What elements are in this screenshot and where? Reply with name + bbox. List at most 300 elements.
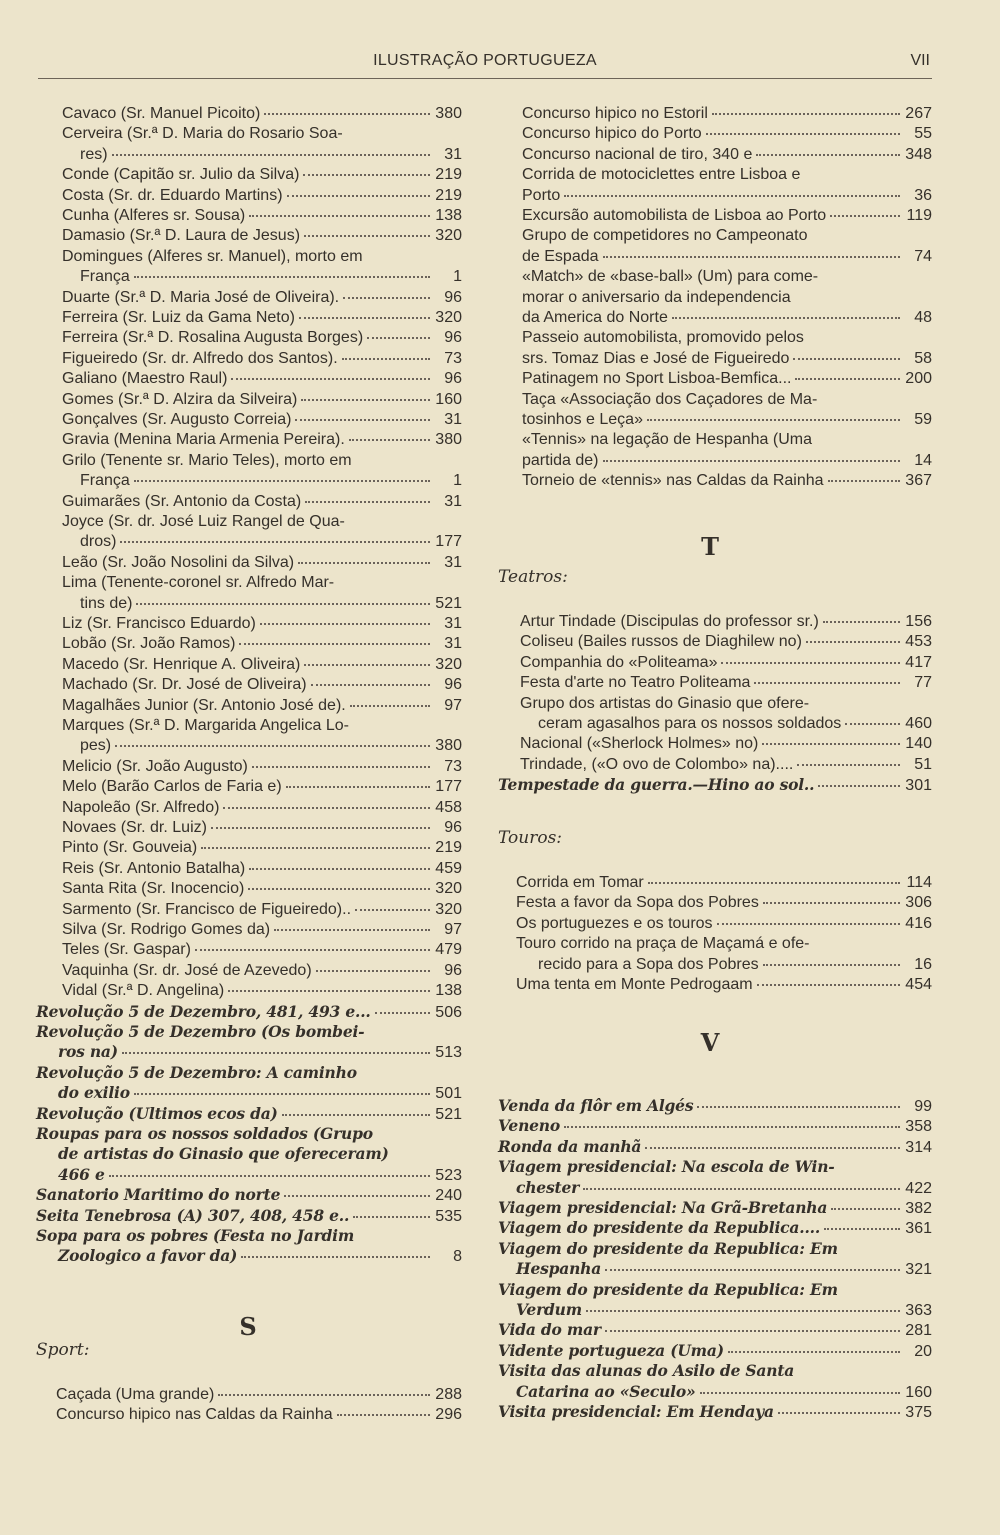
index-entry bbox=[498, 1157, 932, 1177]
entry-text: Vidal (Sr.ª D. Angelina) bbox=[62, 982, 225, 1000]
dot-leader bbox=[795, 377, 900, 380]
index-entry bbox=[80, 594, 462, 614]
entry-page-number: 96 bbox=[444, 370, 462, 388]
entry-text: Santa Rita (Sr. Inocencio) bbox=[62, 880, 245, 898]
entry-text: Napoleão (Sr. Alfredo) bbox=[62, 798, 220, 816]
entry-page-number: 320 bbox=[435, 880, 462, 898]
index-entry bbox=[62, 879, 462, 899]
entry-page-number: 20 bbox=[914, 1342, 932, 1360]
entry-text: Catarina ao «Seculo» bbox=[516, 1381, 696, 1401]
dot-leader bbox=[700, 1391, 901, 1394]
entry-text: de Espada bbox=[522, 247, 599, 265]
dot-leader bbox=[828, 479, 900, 482]
entry-text: Sarmento (Sr. Francisco de Figueiredo).. bbox=[62, 900, 352, 918]
dot-leader bbox=[697, 1105, 900, 1108]
entry-text: Ferreira (Sr.ª D. Rosalina Augusta Borges) bbox=[62, 329, 364, 347]
index-entry bbox=[58, 1246, 462, 1267]
entry-page-number: 320 bbox=[435, 655, 462, 673]
index-entry bbox=[522, 124, 932, 144]
entry-text: Duarte (Sr.ª D. Maria José de Oliveira). bbox=[62, 288, 340, 306]
entry-page-number: 219 bbox=[435, 186, 462, 204]
entry-text: Silva (Sr. Rodrigo Gomes da) bbox=[62, 921, 271, 938]
entry-text: Reis (Sr. Antonio Batalha) bbox=[62, 859, 246, 877]
index-entry bbox=[498, 1198, 932, 1219]
entry-text: Figueiredo (Sr. dr. Alfredo dos Santos). bbox=[62, 349, 338, 367]
index-entry bbox=[62, 981, 462, 1001]
dot-leader bbox=[564, 194, 900, 197]
entry-text: Damasio (Sr.ª D. Laura de Jesus) bbox=[62, 227, 301, 245]
entry-text: morar o aniversario da independencia bbox=[522, 288, 791, 306]
entry-page-number: 375 bbox=[905, 1404, 932, 1421]
index-entry bbox=[62, 410, 462, 430]
index-entry bbox=[58, 1144, 462, 1164]
entry-text: Vidente portugueza (Uma) bbox=[498, 1340, 724, 1360]
entry-text: Lobão (Sr. João Ramos) bbox=[62, 635, 236, 653]
entry-text: Concurso hipico do Porto bbox=[522, 125, 702, 143]
index-entry bbox=[522, 165, 932, 185]
entry-text: Venda da flôr em Algés bbox=[498, 1096, 694, 1115]
index-entry bbox=[498, 1239, 932, 1259]
entry-text: recido para a Sopa dos Pobres bbox=[538, 955, 759, 973]
dot-leader bbox=[721, 661, 900, 664]
index-entry bbox=[80, 471, 462, 491]
entry-page-number: 416 bbox=[905, 914, 932, 932]
entry-page-number: 380 bbox=[435, 737, 462, 755]
index-entry bbox=[62, 369, 462, 389]
entry-page-number: 521 bbox=[435, 594, 462, 612]
entry-text: Grilo (Tenente sr. Mario Teles), morto em bbox=[62, 451, 352, 469]
entry-text: Revolução 5 de Dezembro (Os bombei- bbox=[36, 1022, 365, 1041]
entry-text: Touro corrido na praça de Maçamá e ofe- bbox=[516, 935, 810, 953]
index-entry bbox=[58, 1165, 462, 1186]
index-entry bbox=[516, 893, 932, 913]
index-entry bbox=[522, 145, 932, 165]
dot-leader bbox=[239, 642, 430, 645]
entry-page-number: 460 bbox=[905, 715, 932, 732]
entry-page-number: 382 bbox=[905, 1200, 932, 1217]
index-entry bbox=[516, 1300, 932, 1321]
index-entry bbox=[36, 1206, 462, 1227]
dot-leader bbox=[252, 765, 430, 768]
index-entry bbox=[62, 430, 462, 450]
entry-text: Caçada (Uma grande) bbox=[56, 1386, 215, 1403]
dot-leader bbox=[231, 377, 430, 380]
dot-leader bbox=[343, 296, 430, 299]
dot-leader bbox=[248, 887, 430, 890]
index-entry bbox=[522, 267, 932, 287]
section-letter-v: V bbox=[700, 1028, 720, 1057]
entry-text: da America do Norte bbox=[522, 309, 668, 326]
index-entry bbox=[498, 1361, 932, 1381]
entry-text: Melicio (Sr. João Augusto) bbox=[62, 757, 248, 775]
entry-page-number: 240 bbox=[435, 1187, 462, 1205]
index-entry bbox=[498, 1280, 932, 1300]
entry-page-number: 177 bbox=[435, 778, 462, 796]
entry-page-number: 320 bbox=[435, 900, 462, 918]
entry-text: Torneio de «tennis» nas Caldas da Rainha bbox=[522, 472, 824, 490]
entry-text: Concurso nacional de tiro, 340 e bbox=[522, 145, 753, 163]
index-entry bbox=[56, 1405, 462, 1425]
index-entry bbox=[80, 736, 462, 756]
index-entry bbox=[516, 1259, 932, 1280]
entry-page-number: 97 bbox=[444, 696, 462, 714]
dot-leader bbox=[274, 928, 430, 931]
entry-page-number: 36 bbox=[914, 186, 932, 204]
index-entry bbox=[62, 390, 462, 410]
entry-text: Viagem do presidente da Republica: Em bbox=[498, 1279, 838, 1299]
entry-text: Guimarães (Sr. Antonio da Costa) bbox=[62, 492, 302, 510]
index-entry bbox=[62, 655, 462, 675]
dot-leader bbox=[122, 1051, 430, 1054]
entry-text: tins de) bbox=[80, 594, 133, 612]
index-entry bbox=[498, 1218, 932, 1239]
entry-text: ceram agasalhos para os nossos soldados bbox=[538, 715, 842, 732]
entry-text: Ronda da manhã bbox=[498, 1136, 642, 1156]
entry-text: Os portuguezes e os touros bbox=[516, 914, 713, 932]
dot-leader bbox=[304, 663, 430, 666]
entry-text: Hespanha bbox=[516, 1259, 602, 1279]
index-entry bbox=[62, 492, 462, 512]
entry-text: Cerveira (Sr.ª D. Maria do Rosario Soa- bbox=[62, 125, 343, 143]
index-entry bbox=[498, 1341, 932, 1362]
index-entry bbox=[522, 206, 932, 226]
entry-text: Artur Tindade (Discipulas do professor sr.) bbox=[520, 613, 819, 630]
entry-text: Teles (Sr. Gaspar) bbox=[62, 941, 191, 959]
entry-page-number: 96 bbox=[444, 961, 462, 979]
entry-page-number: 96 bbox=[444, 288, 462, 306]
dot-leader bbox=[645, 1146, 900, 1149]
entry-text: Conde (Capitão sr. Julio da Silva) bbox=[62, 166, 300, 184]
index-entry bbox=[36, 1185, 462, 1206]
dot-leader bbox=[778, 1411, 900, 1414]
index-entry bbox=[522, 410, 932, 430]
entry-text: 466 e bbox=[58, 1164, 105, 1184]
entry-page-number: 417 bbox=[905, 653, 932, 671]
dot-leader bbox=[134, 275, 430, 278]
entry-text: Passeio automobilista, promovido pelos bbox=[522, 329, 804, 347]
entry-page-number: 523 bbox=[435, 1166, 462, 1184]
dot-leader bbox=[349, 438, 430, 441]
dot-leader bbox=[824, 1227, 900, 1230]
section-letter-t: T bbox=[701, 532, 719, 561]
index-entry bbox=[36, 1226, 462, 1246]
index-entry bbox=[62, 328, 462, 348]
entry-page-number: 31 bbox=[444, 635, 462, 653]
dot-leader bbox=[648, 881, 900, 884]
entry-text: Leão (Sr. João Nosolini da Silva) bbox=[62, 553, 295, 571]
index-entry bbox=[62, 247, 462, 267]
entry-page-number: 281 bbox=[905, 1322, 932, 1340]
entry-text: Grupo dos artistas do Ginasio que ofere- bbox=[520, 694, 810, 712]
entry-page-number: 73 bbox=[444, 757, 462, 775]
index-entry bbox=[522, 451, 932, 471]
magazine-title: ILUSTRAÇÃO PORTUGUEZA bbox=[373, 52, 597, 69]
entry-text: Melo (Barão Carlos de Faria e) bbox=[62, 778, 282, 796]
entry-page-number: 31 bbox=[444, 411, 462, 428]
page-header bbox=[38, 52, 932, 79]
entry-text: dros) bbox=[80, 533, 117, 551]
entry-text: Veneno bbox=[498, 1116, 561, 1136]
dot-leader bbox=[712, 112, 900, 115]
dot-leader bbox=[350, 704, 430, 707]
entry-text: Trindade, («O ovo de Colombo» na).... bbox=[520, 755, 794, 773]
entry-page-number: 77 bbox=[914, 674, 932, 692]
entry-page-number: 73 bbox=[444, 349, 462, 367]
dot-leader bbox=[367, 336, 430, 339]
index-entry bbox=[522, 471, 932, 491]
dot-leader bbox=[201, 846, 430, 849]
entry-page-number: 119 bbox=[906, 207, 932, 224]
dot-leader bbox=[845, 722, 900, 725]
index-entry bbox=[62, 206, 462, 226]
entry-page-number: 367 bbox=[905, 472, 932, 490]
entry-text: partida de) bbox=[522, 451, 599, 469]
entry-text: Sanatorio Maritimo do norte bbox=[36, 1185, 281, 1205]
entry-text: Festa d'arte no Teatro Politeama bbox=[520, 674, 751, 692]
entry-text: de artistas do Ginasio que ofereceram) bbox=[58, 1144, 389, 1164]
entry-page-number: 96 bbox=[444, 329, 462, 347]
entry-text: Pinto (Sr. Gouveia) bbox=[62, 839, 198, 857]
dot-leader bbox=[763, 901, 900, 904]
dot-leader bbox=[311, 683, 430, 686]
entry-page-number: 156 bbox=[905, 613, 932, 630]
index-entry bbox=[520, 653, 932, 673]
entry-text: Coliseu (Bailes russos de Diaghilew no) bbox=[520, 633, 802, 651]
entry-page-number: 521 bbox=[435, 1105, 462, 1123]
index-entry bbox=[62, 818, 462, 838]
entry-page-number: 301 bbox=[905, 777, 932, 795]
index-entry bbox=[498, 775, 932, 796]
dot-leader bbox=[112, 153, 430, 156]
index-entry bbox=[62, 777, 462, 797]
entry-page-number: 454 bbox=[905, 976, 932, 993]
entry-text: Macedo (Sr. Henrique A. Oliveira) bbox=[62, 655, 301, 673]
entry-text: Gravia (Menina Maria Armenia Pereira). bbox=[62, 431, 345, 449]
dot-leader bbox=[303, 173, 430, 176]
dot-leader bbox=[249, 214, 430, 217]
entry-text: Corrida em Tomar bbox=[516, 874, 644, 891]
index-entry bbox=[522, 328, 932, 348]
index-entry bbox=[520, 632, 932, 652]
dot-leader bbox=[603, 255, 900, 258]
dot-leader bbox=[564, 1125, 900, 1128]
section-letter-s: S bbox=[239, 1312, 257, 1341]
entry-page-number: 160 bbox=[905, 1383, 932, 1401]
entry-text: Porto bbox=[522, 186, 561, 204]
index-entry bbox=[58, 1042, 462, 1063]
entry-page-number: 267 bbox=[905, 105, 932, 122]
entry-text: chester bbox=[516, 1177, 580, 1197]
dot-leader bbox=[728, 1350, 900, 1353]
index-entry bbox=[516, 873, 932, 893]
entry-page-number: 535 bbox=[435, 1207, 462, 1225]
dot-leader bbox=[375, 1011, 430, 1014]
entry-text: Nacional («Sherlock Holmes» no) bbox=[520, 735, 759, 753]
dot-leader bbox=[672, 316, 900, 319]
index-entry bbox=[522, 104, 932, 124]
entry-page-number: 200 bbox=[905, 370, 932, 388]
dot-leader bbox=[337, 1413, 430, 1416]
entry-text: Viagem do presidente da Republica.... bbox=[498, 1218, 821, 1238]
index-entry bbox=[36, 1124, 462, 1144]
entry-page-number: 320 bbox=[435, 309, 462, 326]
index-entry bbox=[62, 920, 462, 940]
entry-text: Novaes (Sr. dr. Luiz) bbox=[62, 819, 207, 836]
entry-text: Grupo de competidores no Campeonato bbox=[522, 227, 808, 245]
entry-text: França bbox=[80, 268, 130, 286]
entry-text: Ferreira (Sr. Luiz da Gama Neto) bbox=[62, 309, 295, 326]
index-entry bbox=[62, 634, 462, 654]
index-entry bbox=[522, 186, 932, 206]
entry-text: Roupas para os nossos soldados (Grupo bbox=[36, 1124, 373, 1143]
entry-text: Zoologico a favor da) bbox=[58, 1246, 238, 1266]
index-entry bbox=[62, 961, 462, 981]
dot-leader bbox=[583, 1187, 900, 1190]
entry-page-number: 31 bbox=[444, 553, 462, 571]
index-entry bbox=[62, 940, 462, 960]
entry-page-number: 501 bbox=[435, 1085, 462, 1103]
dot-leader bbox=[195, 948, 430, 951]
dot-leader bbox=[797, 763, 900, 766]
entry-page-number: 459 bbox=[435, 859, 462, 877]
index-entry bbox=[62, 308, 462, 328]
entry-page-number: 314 bbox=[905, 1138, 932, 1156]
index-entry bbox=[62, 451, 462, 471]
entry-text: «Tennis» na legação de Hespanha (Uma bbox=[522, 431, 812, 449]
entry-text: «Match» de «base-ball» (Um) para come- bbox=[522, 268, 819, 286]
entry-page-number: 296 bbox=[435, 1406, 462, 1424]
index-entry bbox=[498, 1320, 932, 1341]
entry-text: Concurso hipico no Estoril bbox=[522, 105, 708, 122]
index-entry bbox=[62, 349, 462, 369]
dot-leader bbox=[136, 602, 430, 605]
index-entry bbox=[62, 614, 462, 634]
index-entry bbox=[62, 900, 462, 920]
index-entry bbox=[36, 1063, 462, 1083]
entry-text: Visita presidencial: Em Hendaya bbox=[498, 1402, 774, 1421]
index-entry bbox=[538, 714, 932, 734]
index-entry bbox=[56, 1385, 462, 1405]
entry-page-number: 358 bbox=[905, 1118, 932, 1136]
dot-leader bbox=[282, 1113, 430, 1116]
dot-leader bbox=[223, 806, 430, 809]
dot-leader bbox=[295, 418, 430, 421]
entry-text: Uma tenta em Monte Pedrogaam bbox=[516, 976, 753, 993]
section-label-touros: Touros: bbox=[498, 828, 563, 848]
index-entry bbox=[522, 308, 932, 328]
entry-text: Viagem presidencial: Na escola de Win- bbox=[498, 1157, 835, 1177]
entry-page-number: 321 bbox=[905, 1261, 932, 1279]
index-entry bbox=[62, 186, 462, 206]
page-number: VII bbox=[910, 52, 930, 69]
entry-text: Costa (Sr. dr. Eduardo Martins) bbox=[62, 186, 283, 204]
entry-page-number: 288 bbox=[435, 1386, 462, 1403]
index-entry bbox=[498, 1116, 932, 1137]
dot-leader bbox=[301, 398, 430, 401]
entry-page-number: 348 bbox=[905, 145, 932, 163]
entry-text: França bbox=[80, 472, 130, 490]
entry-text: Machado (Sr. Dr. José de Oliveira) bbox=[62, 676, 307, 694]
dot-leader bbox=[793, 357, 900, 360]
entry-text: Revolução (Ultimos ecos da) bbox=[36, 1103, 278, 1123]
dot-leader bbox=[831, 1207, 900, 1210]
entry-text: do exilio bbox=[58, 1083, 130, 1103]
entry-page-number: 363 bbox=[905, 1302, 932, 1319]
entry-text: Visita das alunas do Asilo de Santa bbox=[498, 1361, 795, 1381]
index-entry bbox=[62, 226, 462, 246]
dot-leader bbox=[241, 1255, 430, 1258]
entry-text: res) bbox=[80, 145, 108, 163]
entry-text: Taça «Associação dos Caçadores de Ma- bbox=[522, 390, 818, 408]
entry-text: Tempestade da guerra.—Hino ao sol.. bbox=[498, 775, 815, 795]
dot-leader bbox=[284, 1194, 430, 1197]
index-entry bbox=[522, 247, 932, 267]
dot-leader bbox=[353, 1215, 430, 1218]
dot-leader bbox=[342, 357, 430, 360]
entry-page-number: 306 bbox=[905, 894, 932, 912]
entry-text: Corrida de motociclettes entre Lisboa e bbox=[522, 166, 801, 184]
entry-text: Patinagem no Sport Lisboa-Bemfica... bbox=[522, 370, 792, 388]
entry-page-number: 16 bbox=[914, 955, 932, 973]
dot-leader bbox=[298, 561, 430, 564]
index-entry bbox=[80, 532, 462, 552]
index-entry bbox=[80, 145, 462, 165]
entry-page-number: 219 bbox=[435, 839, 462, 857]
entry-page-number: 99 bbox=[914, 1098, 932, 1115]
entry-text: Gomes (Sr.ª D. Alzira da Silveira) bbox=[62, 390, 298, 408]
dot-leader bbox=[806, 640, 900, 643]
index-entry bbox=[62, 512, 462, 532]
entry-text: Excursão automobilista de Lisboa ao Porto bbox=[522, 207, 827, 224]
entry-page-number: 14 bbox=[914, 451, 932, 469]
index-entry bbox=[58, 1083, 462, 1104]
entry-page-number: 31 bbox=[444, 492, 462, 510]
dot-leader bbox=[109, 1174, 430, 1177]
dot-leader bbox=[264, 112, 430, 115]
entry-text: Vida do mar bbox=[498, 1320, 601, 1340]
dot-leader bbox=[304, 234, 430, 237]
entry-text: pes) bbox=[80, 737, 112, 755]
dot-leader bbox=[605, 1268, 900, 1271]
entry-page-number: 458 bbox=[435, 798, 462, 816]
entry-page-number: 380 bbox=[435, 105, 462, 122]
entry-text: Cavaco (Sr. Manuel Picoito) bbox=[62, 105, 261, 122]
dot-leader bbox=[706, 132, 900, 135]
dot-leader bbox=[228, 989, 430, 992]
entry-text: Domingues (Alferes sr. Manuel), morto em bbox=[62, 247, 363, 265]
entry-page-number: 51 bbox=[914, 755, 932, 773]
entry-text: Galiano (Maestro Raul) bbox=[62, 370, 228, 388]
index-entry bbox=[62, 288, 462, 308]
index-entry bbox=[522, 288, 932, 308]
entry-page-number: 140 bbox=[905, 735, 932, 753]
dot-leader bbox=[830, 214, 900, 217]
entry-page-number: 58 bbox=[914, 349, 932, 367]
dot-leader bbox=[756, 153, 900, 156]
entry-text: Liz (Sr. Francisco Eduardo) bbox=[62, 615, 256, 632]
entry-page-number: 422 bbox=[905, 1179, 932, 1197]
entry-text: Concurso hipico nas Caldas da Rainha bbox=[56, 1406, 333, 1424]
index-entry bbox=[516, 914, 932, 934]
index-entry bbox=[62, 798, 462, 818]
entry-text: Magalhães Junior (Sr. Antonio José de). bbox=[62, 696, 346, 714]
entry-page-number: 55 bbox=[914, 125, 932, 143]
index-entry bbox=[62, 124, 462, 144]
entry-page-number: 219 bbox=[435, 166, 462, 184]
entry-text: Cunha (Alferes sr. Sousa) bbox=[62, 207, 246, 224]
entry-text: Viagem do presidente da Republica: Em bbox=[498, 1238, 838, 1258]
index-entry bbox=[62, 757, 462, 777]
